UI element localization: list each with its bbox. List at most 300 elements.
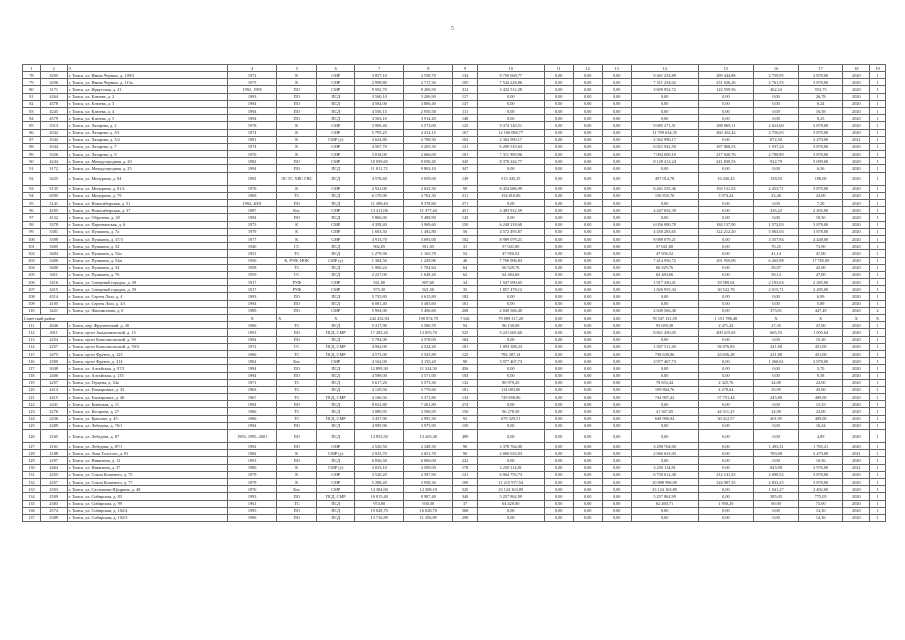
- table-cell: 4 572 495,87: [477, 228, 544, 235]
- table-cell: г. Томск, ул. Пушкина, д. 7а: [67, 228, 228, 235]
- table-cell: 2 717,30: [404, 79, 453, 86]
- table-cell: 122: [23, 401, 41, 408]
- table-row: [23, 471, 886, 478]
- table-cell: 3 437,90: [355, 415, 404, 422]
- table-cell: 0,00: [544, 122, 573, 129]
- table-cell: 0,00: [698, 250, 754, 257]
- table-cell: 1974: [228, 143, 277, 150]
- table-cell: 2415: [40, 394, 67, 401]
- table-cell: 3 573,30: [404, 379, 453, 386]
- table-cell: ПО: [277, 300, 317, 307]
- table-cell: 1982: [228, 450, 277, 457]
- table-cell: 5 099,68: [798, 158, 843, 165]
- table-cell: 4 575,00: [355, 350, 404, 357]
- table-cell: 3141: [40, 200, 67, 207]
- table-cell: 73,00: [798, 500, 843, 507]
- table-cell: 101: [23, 243, 41, 250]
- table-cell: 0,00: [698, 336, 754, 343]
- table-cell: 1: [870, 243, 886, 250]
- table-cell: 2020: [843, 379, 870, 386]
- table-cell: 11 324,30: [404, 365, 453, 372]
- table-cell: 4 483 912,59: [477, 207, 544, 214]
- table-cell: 1993: [228, 457, 277, 464]
- table-cell: 24,00: [754, 379, 799, 386]
- table-cell: 0,00: [698, 107, 754, 114]
- table-cell: ПО: [277, 93, 317, 100]
- table-cell: ПСД, СМР: [317, 493, 355, 500]
- table-cell: 0,00: [544, 401, 573, 408]
- table-row: [23, 185, 886, 192]
- table-cell: 4 358,40: [355, 221, 404, 228]
- table-cell: 2 049 566,40: [477, 307, 544, 314]
- table-cell: 1976: [228, 151, 277, 158]
- table-cell: РУФ: [277, 279, 317, 286]
- table-cell: 137: [23, 514, 41, 521]
- table-cell: 109: [23, 300, 41, 307]
- table-cell: 1: [870, 271, 886, 278]
- table-cell: 497 014,78: [631, 172, 698, 185]
- table-row: [23, 151, 886, 158]
- table-cell: г. Томск, ул. Ольги Кошевого, д. 77: [67, 478, 228, 485]
- table-cell: 92: [453, 415, 478, 422]
- table-cell: 1979: [228, 228, 277, 235]
- table-row: [23, 443, 886, 450]
- table-cell: 3 878,00: [798, 151, 843, 158]
- table-cell: ПСД, СМР: [317, 329, 355, 336]
- table-cell: 1980: [228, 464, 277, 471]
- table-cell: 2020: [843, 107, 870, 114]
- table-cell: 1 947 099,65: [477, 279, 544, 286]
- table-cell: 0,00: [544, 293, 573, 300]
- table-cell: 1 279,38: [355, 250, 404, 257]
- table-cell: 0,00: [573, 100, 602, 107]
- table-cell: 0,00: [602, 514, 631, 521]
- table-cell: 114: [23, 343, 41, 350]
- table-cell: 0,00: [544, 307, 573, 314]
- table-cell: 3 975,90: [404, 422, 453, 429]
- table-cell: ПО: [277, 200, 317, 207]
- table-cell: 4: [228, 65, 277, 72]
- table-cell: X: [277, 315, 317, 322]
- table-cell: 23 124 163,89: [477, 486, 544, 493]
- table-cell: ПО: [277, 100, 317, 107]
- table-cell: 1993: [228, 493, 277, 500]
- table-cell: 3 958,30: [404, 478, 453, 485]
- table-cell: г. Томск, ул. Герцена, д. 54а: [67, 379, 228, 386]
- table-cell: 4 913,70: [355, 235, 404, 242]
- table-cell: 3 357,94: [754, 235, 799, 242]
- table-row: [23, 329, 886, 336]
- table-cell: ПСД: [317, 365, 355, 372]
- table-cell: 29 580,04: [698, 279, 754, 286]
- table-cell: 0,00: [602, 343, 631, 350]
- table-cell: 1962: [228, 358, 277, 365]
- table-cell: 0,00: [573, 185, 602, 192]
- table-cell: 3: [67, 65, 228, 72]
- table-cell: 0,00: [602, 443, 631, 450]
- table-cell: ПО: [277, 107, 317, 114]
- table-cell: 241,68: [754, 343, 799, 350]
- table-cell: 2 520,50: [355, 443, 404, 450]
- table-cell: СМР: [317, 72, 355, 79]
- table-cell: 94: [23, 192, 41, 199]
- table-row: [23, 415, 886, 422]
- table-cell: 409,00: [798, 394, 843, 401]
- table-cell: 1966: [228, 408, 277, 415]
- table-cell: 187 868,53: [698, 143, 754, 150]
- table-cell: 5 496,60: [404, 307, 453, 314]
- table-cell: 0,00: [631, 422, 698, 429]
- table-cell: 0,00: [698, 514, 754, 521]
- table-cell: 8 989 079,21: [631, 235, 698, 242]
- table-cell: 73,00: [798, 243, 843, 250]
- table-cell: 1 603,50: [355, 228, 404, 235]
- table-cell: 2020: [843, 79, 870, 86]
- table-cell: 1: [870, 293, 886, 300]
- table-cell: СМР: [317, 471, 355, 478]
- table-cell: г. Томск, ул. Елизаровых, д. 40: [67, 394, 228, 401]
- table-cell: 4 563,10: [355, 115, 404, 122]
- table-cell: 116: [23, 358, 41, 365]
- table-cell: 2 453,71: [754, 185, 799, 192]
- table-cell: СМР: [317, 143, 355, 150]
- table-cell: г. Томск, ул. Сибирская, д. 99: [67, 500, 228, 507]
- table-cell: 10 898 996,09: [631, 478, 698, 485]
- table-cell: 46: [453, 257, 478, 264]
- table-cell: 2 285,00: [798, 286, 843, 293]
- table-cell: 11 215 977,54: [477, 478, 544, 485]
- table-cell: ПСД: [317, 336, 355, 343]
- table-cell: ПСД: [317, 514, 355, 521]
- table-cell: 2020: [843, 151, 870, 158]
- table-cell: 1966: [228, 350, 277, 357]
- table-cell: 0,00: [754, 214, 799, 221]
- table-cell: 513 445,25: [477, 172, 544, 185]
- table-cell: 1975: [228, 79, 277, 86]
- table-cell: СМР (у): [317, 136, 355, 143]
- table-cell: г. Томск, ул. Лазарева, д. 5/1: [67, 129, 228, 136]
- table-cell: 9 750 668,77: [477, 72, 544, 79]
- table-cell: 0,00: [698, 235, 754, 242]
- table-cell: г. Томск, ул. Клюева, д. 3: [67, 100, 228, 107]
- table-cell: 1992, 1995: [228, 86, 277, 93]
- table-cell: 0,00: [477, 514, 544, 521]
- table-cell: 0,00: [631, 401, 698, 408]
- table-cell: 3 699 952,72: [631, 86, 698, 93]
- table-row: [23, 464, 886, 471]
- table-cell: 1: [870, 192, 886, 199]
- table-cell: 3 573,00: [404, 122, 453, 129]
- table-row: [23, 228, 886, 235]
- table-cell: 150 835,76: [631, 192, 698, 199]
- table-cell: 4 129,50: [355, 386, 404, 393]
- table-cell: 1 260,61: [754, 358, 799, 365]
- table-cell: 2020: [843, 165, 870, 172]
- table-cell: 0,00: [631, 430, 698, 443]
- table-cell: 2020: [843, 307, 870, 314]
- table-cell: 2276: [40, 408, 67, 415]
- table-cell: г. Томск, ул. Лебедева, д. 76/1: [67, 422, 228, 429]
- table-cell: 39,07: [754, 264, 799, 271]
- table-cell: К: [277, 129, 317, 136]
- table-cell: 1972: [228, 343, 277, 350]
- table-cell: 9 374 140,51: [477, 122, 544, 129]
- table-cell: 2161: [40, 443, 67, 450]
- table-cell: 974,00: [355, 500, 404, 507]
- table-row: [23, 408, 886, 415]
- table-cell: 2020: [843, 228, 870, 235]
- table-cell: 0,00: [573, 500, 602, 507]
- table-row: [23, 379, 886, 386]
- table-cell: 0,00: [544, 415, 573, 422]
- table-cell: г. Томск, ул. Пушкина, д. 52и: [67, 250, 228, 257]
- table-cell: 2188: [40, 450, 67, 457]
- table-cell: 113: [23, 336, 41, 343]
- table-row: [23, 214, 886, 221]
- table-row: [23, 300, 886, 307]
- table-cell: 0,00: [544, 350, 573, 357]
- table-cell: ПСД: [317, 264, 355, 271]
- table-cell: 0,00: [754, 300, 799, 307]
- table-cell: 10 815,40: [355, 493, 404, 500]
- table-cell: 5405: [40, 243, 67, 250]
- table-cell: 13 411,06: [355, 207, 404, 214]
- table-cell: 0,00: [573, 322, 602, 329]
- table-cell: 0,00: [573, 350, 602, 357]
- table-cell: 0,00: [544, 394, 573, 401]
- table-cell: 1 649,20: [404, 271, 453, 278]
- table-cell: 1: [870, 478, 886, 485]
- table-cell: 1994: [228, 372, 277, 379]
- table-cell: К: [277, 221, 317, 228]
- table-cell: 148: [453, 115, 478, 122]
- table-cell: 1: [870, 365, 886, 372]
- table-cell: 1: [870, 358, 886, 365]
- table-cell: 111: [23, 322, 41, 329]
- table-cell: 0,00: [573, 286, 602, 293]
- table-cell: 117: [453, 93, 478, 100]
- table-cell: 109: [453, 478, 478, 485]
- table-cell: 47 956,52: [477, 250, 544, 257]
- table-cell: 1: [870, 79, 886, 86]
- table-cell: 1994: [228, 107, 277, 114]
- table-cell: 8 128 412,24: [631, 158, 698, 165]
- table-row: [23, 457, 886, 464]
- table-row: [23, 257, 886, 264]
- table-cell: 1: [870, 165, 886, 172]
- table-cell: 156: [453, 408, 478, 415]
- table-cell: г. Томск, ул. Сергея Лазо, д. 4: [67, 293, 228, 300]
- table-cell: 1 037 511,40: [631, 343, 698, 350]
- table-cell: 0,00: [544, 336, 573, 343]
- table-cell: 102: [453, 136, 478, 143]
- table-cell: 1: [870, 379, 886, 386]
- table-cell: ПО: [277, 336, 317, 343]
- table-cell: 1: [870, 394, 886, 401]
- table-cell: 4 598,00: [355, 372, 404, 379]
- table-cell: 78 653,44: [631, 379, 698, 386]
- table-cell: 0,00: [573, 408, 602, 415]
- table-cell: 0,00: [573, 221, 602, 228]
- table-cell: ПСД: [317, 200, 355, 207]
- table-cell: 0,00: [573, 257, 602, 264]
- table-cell: 0,00: [544, 221, 573, 228]
- table-row: [23, 358, 886, 365]
- table-row: [23, 307, 886, 314]
- table-cell: 3 298 764,00: [631, 443, 698, 450]
- table-cell: К: [277, 79, 317, 86]
- table-cell: 18: [843, 65, 870, 72]
- table-cell: 0,00: [544, 86, 573, 93]
- table-cell: 0,00: [602, 478, 631, 485]
- table-cell: г. Томск, ул. Сибирская, д. 83: [67, 493, 228, 500]
- table-cell: 6 265,98: [754, 257, 799, 264]
- table-cell: 1 958,29: [698, 500, 754, 507]
- table-cell: 2020: [843, 430, 870, 443]
- table-cell: 0,00: [477, 107, 544, 114]
- table-cell: 2020: [843, 514, 870, 521]
- table-cell: 2: [40, 65, 67, 72]
- table-cell: 0,00: [631, 336, 698, 343]
- page-number: 5: [451, 26, 454, 32]
- table-cell: 2509: [40, 493, 67, 500]
- table-cell: 4 578,00: [404, 336, 453, 343]
- table-row: [23, 122, 886, 129]
- table-cell: 679 329,51: [477, 415, 544, 422]
- table-cell: 1966: [228, 415, 277, 422]
- table-cell: 161: [453, 300, 478, 307]
- table-cell: 744 907,42: [631, 394, 698, 401]
- table-cell: ТС: [277, 500, 317, 507]
- table-cell: 11 377,44: [404, 207, 453, 214]
- table-cell: 47,00: [798, 271, 843, 278]
- table-cell: 93 659,38: [631, 322, 698, 329]
- table-cell: 2406: [40, 372, 67, 379]
- table-cell: 0,00: [477, 214, 544, 221]
- table-cell: 13 716,89: [355, 514, 404, 521]
- table-cell: 78: [23, 72, 41, 79]
- table-cell: ПСД: [317, 165, 355, 172]
- table-cell: 184: [453, 336, 478, 343]
- table-cell: 3 878,00: [798, 228, 843, 235]
- table-cell: г. Томск, ул. Новосибирская, д. 37: [67, 207, 228, 214]
- table-cell: 2020: [843, 507, 870, 514]
- table-cell: 0,00: [573, 271, 602, 278]
- table-cell: г. Томск, ул. Лазарева, д. 5/2: [67, 136, 228, 143]
- table-cell: 665,55: [754, 329, 799, 336]
- table-cell: 2020: [843, 221, 870, 228]
- table-cell: 0,00: [754, 457, 799, 464]
- table-cell: 1978: [228, 122, 277, 129]
- table-cell: 217 920,76: [698, 151, 754, 158]
- table-cell: 0,00: [573, 443, 602, 450]
- table-cell: ПСД: [317, 500, 355, 507]
- table-cell: 3 250 114,81: [477, 464, 544, 471]
- table-cell: 1: [870, 279, 886, 286]
- table-cell: 4542: [40, 129, 67, 136]
- table-cell: 782 387,14: [477, 350, 544, 357]
- table-cell: 1 826 955,34: [631, 286, 698, 293]
- table-cell: 99: [23, 228, 41, 235]
- table-cell: ПО: [277, 365, 317, 372]
- table-cell: 5,89: [798, 300, 843, 307]
- table-cell: 2414: [40, 386, 67, 393]
- table-cell: 0,00: [698, 100, 754, 107]
- table-cell: 0,00: [573, 336, 602, 343]
- table-cell: 1: [870, 143, 886, 150]
- table-cell: 8 269,50: [404, 86, 453, 93]
- table-cell: 10 050,65: [355, 158, 404, 165]
- table-cell: 1: [870, 408, 886, 415]
- table-cell: 0,00: [602, 394, 631, 401]
- table-cell: 94: [453, 322, 478, 329]
- table-cell: 729 658,86: [477, 394, 544, 401]
- table-cell: 3 878,00: [798, 358, 843, 365]
- table-cell: 35: [453, 286, 478, 293]
- table-cell: 4 578,60: [355, 172, 404, 185]
- table-cell: 6 240 218,68: [477, 221, 544, 228]
- table-cell: 3 909,40: [355, 122, 404, 129]
- table-cell: 400 215,65: [698, 329, 754, 336]
- table-cell: 110: [23, 307, 41, 314]
- table-row: [23, 250, 886, 257]
- table-cell: 2020: [843, 143, 870, 150]
- table-cell: 119: [23, 379, 41, 386]
- table-cell: 902,05: [355, 243, 404, 250]
- table-cell: г. Томск, ул. Алтайская, д. 97/1: [67, 365, 228, 372]
- table-cell: 24,00: [798, 408, 843, 415]
- table-cell: 0,00: [573, 93, 602, 100]
- table-cell: 0,00: [602, 235, 631, 242]
- table-cell: 0,00: [602, 86, 631, 93]
- table-cell: ПО: [277, 372, 317, 379]
- table-cell: 1: [870, 350, 886, 357]
- table-cell: 31: [453, 243, 478, 250]
- table-cell: 0,00: [573, 264, 602, 271]
- table-cell: 122 559,56: [698, 86, 754, 93]
- table-cell: 100: [23, 235, 41, 242]
- table-cell: 167: [453, 129, 478, 136]
- table-cell: 103: [23, 257, 41, 264]
- table-cell: 0,00: [602, 322, 631, 329]
- table-row: [23, 235, 886, 242]
- table-cell: 2 492,00: [798, 207, 843, 214]
- table-cell: 0,00: [602, 329, 631, 336]
- table-cell: 0,00: [573, 430, 602, 443]
- table-cell: К: [277, 122, 317, 129]
- table-cell: 3 878,00: [798, 143, 843, 150]
- table-cell: 0,00: [544, 450, 573, 457]
- table-cell: 0,00: [631, 100, 698, 107]
- table-cell: 1979: [228, 478, 277, 485]
- table-cell: 5 735,80: [355, 293, 404, 300]
- table-cell: 1 857 478,12: [477, 286, 544, 293]
- table-cell: 0,00: [698, 486, 754, 493]
- table-cell: К, РУФ, ИОК: [277, 257, 317, 264]
- table-cell: 3400: [40, 264, 67, 271]
- table-cell: 0,00: [477, 293, 544, 300]
- table-cell: 84: [23, 115, 41, 122]
- table-cell: 1: [870, 207, 886, 214]
- table-cell: 34: [453, 279, 478, 286]
- table-cell: г. Томск, ул. Косарева, д. 27: [67, 408, 228, 415]
- table-cell: 1989: [228, 307, 277, 314]
- table-cell: 2289: [40, 422, 67, 429]
- table-cell: 18,50: [798, 214, 843, 221]
- table-cell: 775,05: [798, 493, 843, 500]
- table-cell: 872,50: [754, 136, 799, 143]
- table-cell: 0,00: [573, 136, 602, 143]
